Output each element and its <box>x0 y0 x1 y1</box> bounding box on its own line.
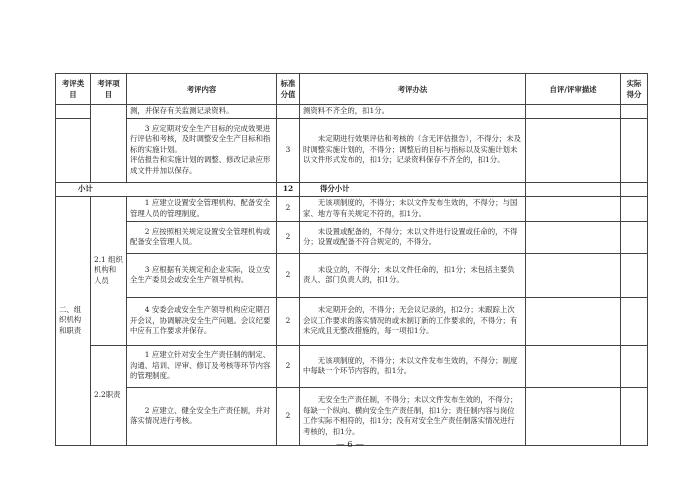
cell-actual-score <box>621 387 648 445</box>
header-method: 考评办法 <box>300 74 526 105</box>
cell-score: 2 <box>277 387 300 445</box>
cell-method: 未设立的，不得分；未以文件任命的，扣1分；未包括主要负责人、部门负责人的，扣1分。 <box>300 253 526 297</box>
cell-content: 4 安委会或安全生产领导机构应定期召开会议，协调解决安全生产问题。会议纪要中应有工作要求并保存。 <box>127 297 277 345</box>
cell-content: 3 应定期对安全生产目标的完成效果进行评估和考核，及时调整安全生产目标和指标的实施计划。 评估报告和实施计划的调整、修改记录应形成文件并加以保存。 <box>127 118 277 182</box>
cell-actual-score <box>621 118 648 182</box>
header-score: 标准分值 <box>277 74 300 105</box>
cell-description <box>526 297 621 345</box>
cell-score: 3 <box>277 118 300 182</box>
category-organization: 二、组织机构和职责 <box>56 196 91 445</box>
page-number: — 6 — <box>336 440 364 450</box>
cell-content: 测，并保存有关监测记录资料。 <box>127 105 277 119</box>
table-row <box>56 196 648 221</box>
subtotal-score: 12 <box>277 182 300 196</box>
cell-method: 无该项制度的，不得分；未以文件发布生效的，不得分；与国家、地方等有关规定不符的，扣1分。 <box>300 196 526 221</box>
cell-score <box>277 105 300 119</box>
cell-actual-score <box>621 221 648 253</box>
cell-description <box>526 182 621 196</box>
cell-score: 2 <box>277 297 300 345</box>
cell-actual-score <box>621 253 648 297</box>
cell-actual-score <box>621 345 648 387</box>
cell-description <box>526 105 621 119</box>
cell-actual-score <box>621 297 648 345</box>
cell-method: 测资料不齐全的，扣1分。 <box>300 105 526 119</box>
cell-method: 无该项制度的，不得分；未以文件发布生效的，不得分；制度中每缺一个环节内容的，扣1分。 <box>300 345 526 387</box>
table-row <box>56 297 648 345</box>
cell-score: 2 <box>277 345 300 387</box>
header-category: 考评类目 <box>56 74 91 105</box>
table-header-row <box>56 74 648 105</box>
cell-actual-score <box>621 182 648 196</box>
cell-content: 2 应建立、健全安全生产责任制，并对落实情况进行考核。 <box>127 387 277 445</box>
table-row <box>56 105 648 119</box>
header-description: 自评/评审描述 <box>526 74 621 105</box>
header-content: 考评内容 <box>127 74 277 105</box>
table-row <box>56 253 648 297</box>
cell-score: 2 <box>277 253 300 297</box>
cell-category <box>56 118 91 182</box>
cell-description <box>526 118 621 182</box>
cell-description <box>526 387 621 445</box>
cell-content: 1 应建立设置安全管理机构、配备安全管理人员的管理制度。 <box>127 196 277 221</box>
item-responsibilities: 2.2职责 <box>91 345 127 445</box>
table-row <box>56 221 648 253</box>
cell-category <box>56 105 91 119</box>
subtotal-label: 小计 <box>56 182 277 196</box>
cell-score: 2 <box>277 221 300 253</box>
cell-content: 1 应建立针对安全生产责任制的制定、沟通、培训、评审、修订及考核等环节内容的管理制度。 <box>127 345 277 387</box>
cell-description <box>526 221 621 253</box>
cell-score: 2 <box>277 196 300 221</box>
header-item: 考评项目 <box>91 74 127 105</box>
item-organization-personnel: 2.1 组织机构和人员 <box>91 196 127 345</box>
cell-method: 未定期开会的，不得分；无会议记录的，扣2分；未跟踪上次会议工作要求的落实情况的或未制订新的工作要求的，不得分；有未完成且无整改措施的，每一项扣1分。 <box>300 297 526 345</box>
cell-content: 3 应根据有关规定和企业实际，设立安全生产委员会或安全生产领导机构。 <box>127 253 277 297</box>
evaluation-table <box>55 73 648 446</box>
cell-actual-score <box>621 196 648 221</box>
cell-description <box>526 196 621 221</box>
table-row <box>56 345 648 387</box>
subtotal-row <box>56 182 648 196</box>
table-row <box>56 387 648 445</box>
cell-content: 2 应按照相关规定设置安全管理机构或配备安全管理人员。 <box>127 221 277 253</box>
subtotal-score-label: 得分小计 <box>300 182 526 196</box>
cell-method: 无安全生产责任制，不得分；未以文件发布生效的，不得分；每缺一个纵向、横向安全生产责任制，扣1分；责任制内容与岗位工作实际不相符的，扣1分；没有对安全生产责任制落实情况进行考核的，扣1分。 <box>300 387 526 445</box>
cell-method: 未设置或配备的，不得分；未以文件进行设置或任命的，不得分；设置或配备不符合规定的，不得分。 <box>300 221 526 253</box>
cell-description <box>526 345 621 387</box>
cell-description <box>526 253 621 297</box>
header-actual-score: 实际得分 <box>621 74 648 105</box>
cell-item <box>91 105 127 183</box>
cell-method: 未定期进行效果评估和考核的（含无评估报告），不得分；未及时调整实施计划的，不得分；调整后的目标与指标以及实施计划未以文件形式发布的，扣1分；记录资料保存不齐全的，扣1分。 <box>300 118 526 182</box>
table-row <box>56 118 648 182</box>
cell-actual-score <box>621 105 648 119</box>
